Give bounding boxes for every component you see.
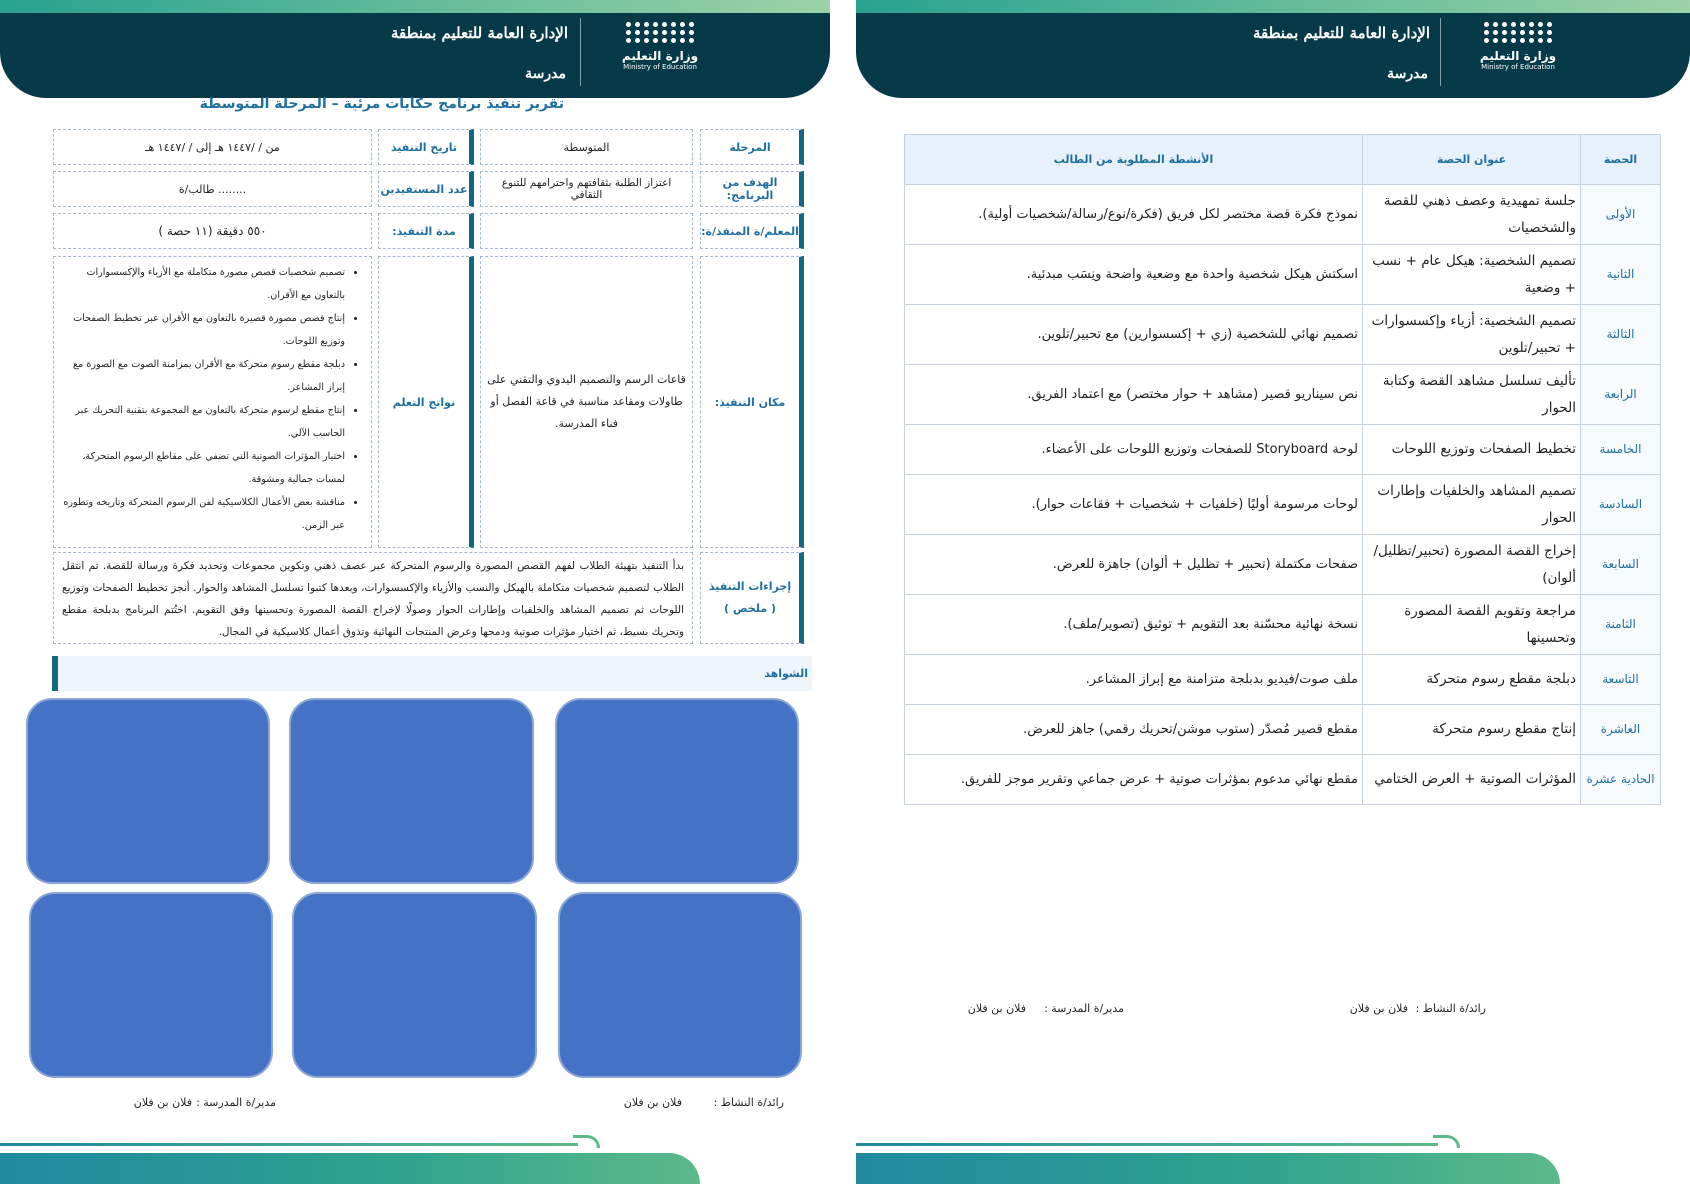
outcome-item: • دبلجة مقطع رسوم متحركة مع الأقران بمزامنة الصوت مع الصورة مع إبراز المشاعر. xyxy=(58,353,345,399)
lesson-activity: لوحات مرسومة أوليًا (خلفيات + شخصيات + فقاعات حوار). xyxy=(905,475,1363,535)
lesson-title: دبلجة مقطع رسوم متحركة xyxy=(1363,655,1581,705)
column-header: الحصة xyxy=(1581,135,1661,185)
footer-line xyxy=(856,1143,1438,1146)
evidence-photo-placeholder xyxy=(289,698,534,884)
procedures-label-sub: ( ملخص ) xyxy=(724,602,776,615)
table-row xyxy=(905,475,1661,535)
lesson-title: تصميم الشخصية: أزياء وإكسسوارات + تحبير/تلوين xyxy=(1363,305,1581,365)
column-header: الأنشطة المطلوبة من الطالب xyxy=(905,135,1363,185)
outcome-item: • إنتاج قصص مصورة قصيرة بالتعاون مع الأقران عبر تخطيط الصفحات وتوزيع اللوحات. xyxy=(58,307,345,353)
duration-value: ٥٥٠ دقيقة (١١ حصة ) xyxy=(53,213,372,249)
beneficiaries-label: عدد المستفيدين xyxy=(378,171,474,207)
lesson-number: السادسة xyxy=(1581,475,1661,535)
lesson-activity: تصميم نهائي للشخصية (زي + إكسسوارين) مع تحبير/تلوين. xyxy=(905,305,1363,365)
directorate-title: الإدارة العامة للتعليم بمنطقة xyxy=(390,24,568,42)
goal-label: الهدف من البرنامج: xyxy=(700,171,804,207)
beneficiaries-value: ........ طالب/ة xyxy=(53,171,372,207)
lesson-number: الثالثة xyxy=(1581,305,1661,365)
lesson-number: الحادية عشرة xyxy=(1581,755,1661,805)
report-page xyxy=(0,0,832,1184)
lesson-activity: ملف صوت/فيديو بدبلجة متزامنة مع إبراز المشاعر. xyxy=(905,655,1363,705)
footer-band xyxy=(0,1153,700,1184)
lesson-activity: نص سيناريو قصير (مشاهد + حوار مختصر) مع اعتماد الفريق. xyxy=(905,365,1363,425)
principal-name: فلان بن فلان xyxy=(967,1002,1026,1015)
date-label: تاريخ التنفيذ xyxy=(378,129,474,165)
lesson-title: إخراج القصة المصورة (تحبير/تظليل/ألوان) xyxy=(1363,535,1581,595)
ministry-name-en: Ministry of Education xyxy=(1481,63,1555,71)
lesson-title: تصميم الشخصية: هيكل عام + نسب + وضعية xyxy=(1363,245,1581,305)
date-value: من / /١٤٤٧ هـ إلى / /١٤٤٧ هـ xyxy=(53,129,372,165)
outcome-item: • مناقشة بعض الأعمال الكلاسيكية لفن الرسوم المتحركة وتاريخه وتطوره عبر الزمن. xyxy=(58,491,345,537)
ministry-name-ar: وزارة التعليم xyxy=(1479,49,1557,63)
lesson-title: إنتاج مقطع رسوم متحركة xyxy=(1363,705,1581,755)
schedule-page xyxy=(856,0,1690,1184)
table-row xyxy=(905,655,1661,705)
lesson-title: المؤثرات الصوتية + العرض الختامي xyxy=(1363,755,1581,805)
table-row xyxy=(905,755,1661,805)
outcome-item: • إنتاج مقطع لرسوم متحركة بالتعاون مع المجموعة بتقنية التحريك عبر الحاسب الآلي. xyxy=(58,399,345,445)
lesson-number: الأولى xyxy=(1581,185,1661,245)
stage-value: المتوسطة xyxy=(480,129,693,165)
school-name: مدرسة xyxy=(525,66,566,82)
evidence-photo-placeholder xyxy=(558,892,802,1078)
place-label: مكان التنفيذ: xyxy=(700,256,804,548)
report-title: تقرير تنفيذ برنامج حكايات مرئية – المرحلة المتوسطة xyxy=(199,96,564,112)
procedures-label xyxy=(700,552,804,644)
principal-label: مدير/ة المدرسة : xyxy=(196,1096,276,1109)
activity-leader-label: رائد/ة النشاط : xyxy=(713,1096,784,1109)
lesson-title: مراجعة وتقويم القصة المصورة وتحسينها xyxy=(1363,595,1581,655)
lesson-title: تصميم المشاهد والخلفيات وإطارات الحوار xyxy=(1363,475,1581,535)
teacher-label: المعلم/ة المنفذ/ة: xyxy=(700,213,804,249)
page-header xyxy=(856,0,1690,98)
lesson-activity: لوحة Storyboard للصفحات وتوزيع اللوحات على الأعضاء. xyxy=(905,425,1363,475)
lesson-activity: مقطع قصير مُصدّر (ستوب موشن/تحريك رقمي) جاهز للعرض. xyxy=(905,705,1363,755)
ministry-name-en: Ministry of Education xyxy=(623,63,697,71)
lesson-number: التاسعة xyxy=(1581,655,1661,705)
lesson-activity: نسخة نهائية محسّنة بعد التقويم + توثيق (تصوير/ملف). xyxy=(905,595,1363,655)
lesson-number: الخامسة xyxy=(1581,425,1661,475)
activity-leader-name: فلان بن فلان xyxy=(1349,1002,1408,1015)
evidence-photo-placeholder xyxy=(26,698,270,884)
evidence-header xyxy=(52,656,812,691)
ministry-logo xyxy=(1478,22,1558,84)
column-header: عنوان الحصة xyxy=(1363,135,1581,185)
evidence-label: الشواهد xyxy=(764,667,808,680)
duration-label: مدة التنفيذ: xyxy=(378,213,474,249)
lesson-activity: اسكتش هيكل شخصية واحدة مع وضعية واضحة ونِسَب مبدئية. xyxy=(905,245,1363,305)
lesson-number: الثانية xyxy=(1581,245,1661,305)
lesson-number: الرابعة xyxy=(1581,365,1661,425)
outcome-item: • اختيار المؤثرات الصوتية التي تضفي على مقاطع الرسوم المتحركة، لمسات جمالية ومشوقة. xyxy=(58,445,345,491)
procedures-label-main: إجراءات التنفيذ xyxy=(708,580,792,593)
table-row xyxy=(905,305,1661,365)
page-header xyxy=(0,0,830,98)
lesson-number: الثامنة xyxy=(1581,595,1661,655)
table-row xyxy=(905,705,1661,755)
stage-label: المرحلة xyxy=(700,129,804,165)
header-divider xyxy=(580,18,581,86)
ministry-name-ar: وزارة التعليم xyxy=(621,49,699,63)
table-header-row xyxy=(905,135,1661,185)
footer-band xyxy=(856,1153,1560,1184)
header-divider xyxy=(1440,18,1441,86)
procedures-summary: بدأ التنفيذ بتهيئة الطلاب لفهم القصص المصورة والرسوم المتحركة عبر عصف ذهني وتكوين مجموعات وتحديد فكرة ورسالة للقصة. ثم انتقل الطلاب لتصميم شخصيات متكاملة بالهيكل والنسب والأزياء والإكسسوارات، وبعدها كتبوا تسلسل المشاهد والحوار. أنجز تخطيط الصفحات وتوزيع اللوحات ثم تصميم المشاهد والخلفيات وإطارات الحوار وصولًا لإخراج القصة المصورة وتحسينها وفق التقويم. اختُتم البرنامج بدبلجة مقطع وتحريك بسيط، ثم اختيار مؤثرات صوتية ودمجها وعرض المنتجات النهائية وتذوق أعمال كلاسيكية في المجال. xyxy=(53,552,693,644)
school-name: مدرسة xyxy=(1387,66,1428,82)
table-row xyxy=(905,365,1661,425)
footer-line xyxy=(0,1143,578,1146)
lesson-title: جلسة تمهيدية وعصف ذهني للقصة والشخصيات xyxy=(1363,185,1581,245)
place-value: قاعات الرسم والتصميم اليدوي والتقني على طاولات ومقاعد مناسبة في قاعة الفصل أو فناء المدرسة. xyxy=(480,256,693,548)
logo-dots-icon xyxy=(620,22,700,43)
lesson-title: تأليف تسلسل مشاهد القصة وكتابة الحوار xyxy=(1363,365,1581,425)
directorate-title: الإدارة العامة للتعليم بمنطقة xyxy=(1252,24,1430,42)
evidence-photo-placeholder xyxy=(292,892,537,1078)
evidence-photo-placeholder xyxy=(29,892,273,1078)
table-row xyxy=(905,535,1661,595)
principal-name: فلان بن فلان xyxy=(133,1096,192,1109)
lesson-activity: صفحات مكتملة (تحبير + تظليل + ألوان) جاهزة للعرض. xyxy=(905,535,1363,595)
teacher-value xyxy=(480,213,693,249)
principal-label: مدير/ة المدرسة : xyxy=(1044,1002,1124,1015)
activity-leader-name: فلان بن فلان xyxy=(623,1096,682,1109)
table-row xyxy=(905,245,1661,305)
logo-dots-icon xyxy=(1478,22,1558,43)
outcome-item: • تصميم شخصيات قصص مصورة متكاملة مع الأزياء والإكسسوارات بالتعاون مع الأقران. xyxy=(58,261,345,307)
outcomes-list xyxy=(53,256,372,548)
table-row xyxy=(905,595,1661,655)
lesson-activity: مقطع نهائي مدعوم بمؤثرات صوتية + عرض جماعي وتقرير موجز للفريق. xyxy=(905,755,1363,805)
activity-leader-label: رائد/ة النشاط : xyxy=(1415,1002,1486,1015)
ministry-logo xyxy=(620,22,700,84)
outcomes-label: نواتج التعلم xyxy=(378,256,474,548)
lesson-number: العاشرة xyxy=(1581,705,1661,755)
goal-value: اعتزاز الطلبة بثقافتهم واحترامهم للتنوع الثقافي xyxy=(480,171,693,207)
table-row xyxy=(905,425,1661,475)
evidence-photo-placeholder xyxy=(555,698,799,884)
table-row xyxy=(905,185,1661,245)
lesson-title: تخطيط الصفحات وتوزيع اللوحات xyxy=(1363,425,1581,475)
lesson-number: السابعة xyxy=(1581,535,1661,595)
lesson-activity: نموذج فكرة قصة مختصر لكل فريق (فكرة/نوع/رسالة/شخصيات أولية). xyxy=(905,185,1363,245)
lesson-schedule-table xyxy=(904,134,1661,805)
